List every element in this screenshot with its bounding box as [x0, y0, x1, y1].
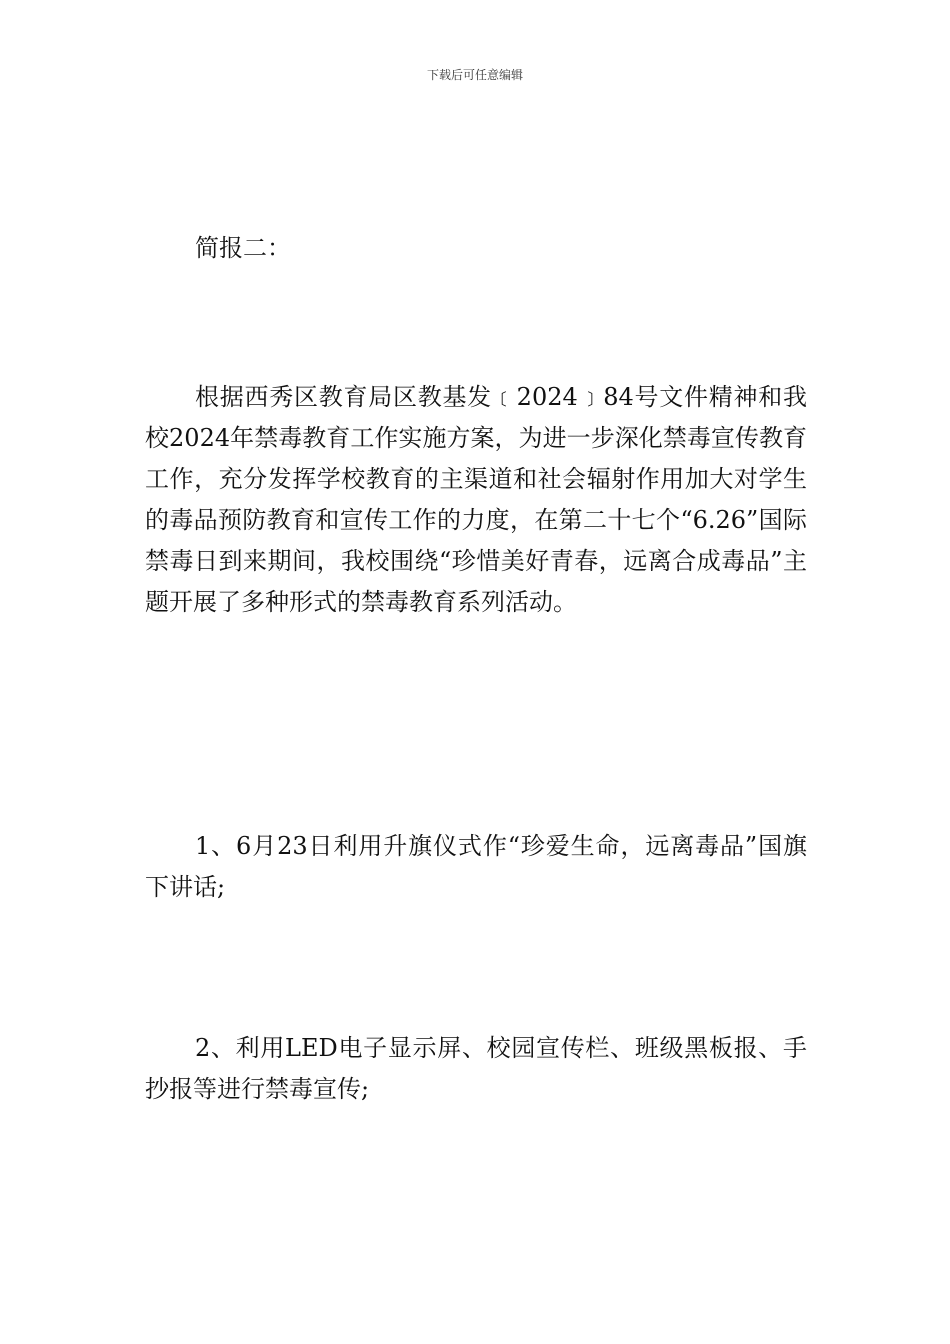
section-heading-block	[145, 228, 807, 269]
paragraph-item-2: 2、利用LED电子显示屏、校园宣传栏、班级黑板报、手抄报等进行禁毒宣传;	[145, 1034, 807, 1103]
paragraph-intro: 根据西秀区教育局区教基发﹝2024﹞84号文件精神和我校2024年禁毒教育工作实施方案，为进一步深化禁毒宣传教育工作，充分发挥学校教育的主渠道和社会辐射作用加大对学生的毒品预防教育和宣传工作的力度，在第二十七个“6.26”国际禁毒日到来期间，我校围绕“珍惜美好青春，远离合成毒品”主题开展了多种形式的禁毒教育系列活动。	[145, 383, 807, 616]
paragraph-block-1	[145, 377, 807, 623]
paragraph-item-1: 1、6月23日利用升旗仪式作“珍爱生命，远离毒品”国旗下讲话;	[145, 832, 807, 901]
paragraph-block-3	[145, 1028, 807, 1110]
section-heading: 简报二：	[195, 234, 291, 262]
header-note: 下载后可任意编辑	[426, 68, 523, 82]
paragraph-block-2	[145, 826, 807, 908]
